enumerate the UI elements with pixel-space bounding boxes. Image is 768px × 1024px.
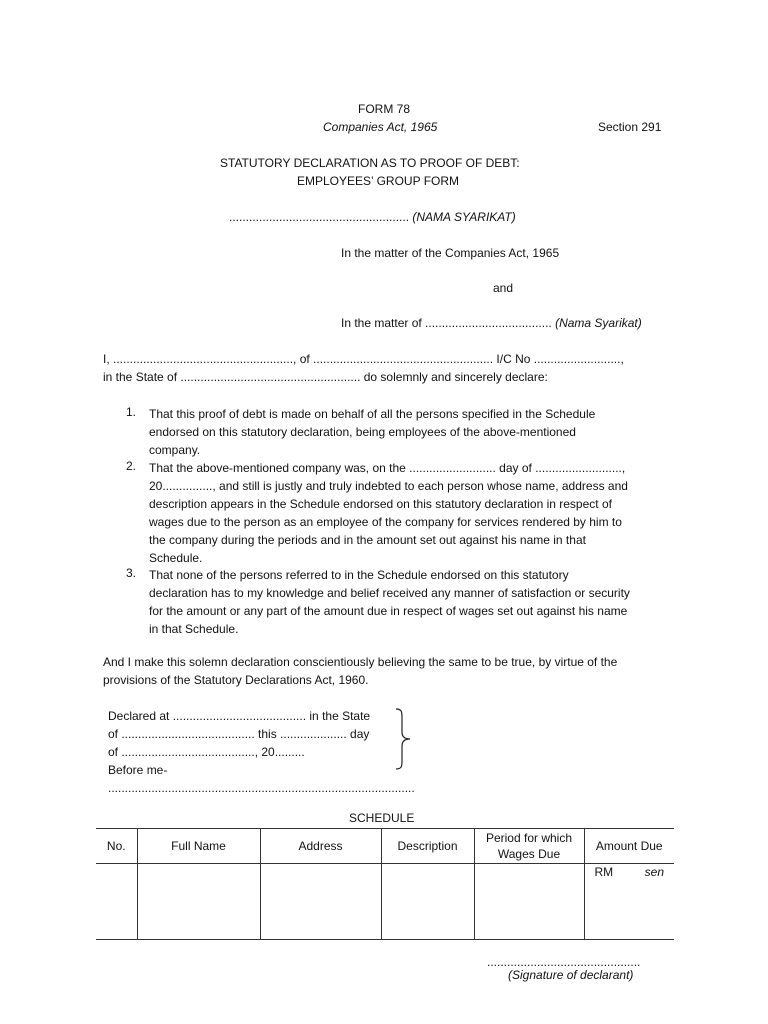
- item-3-line: That none of the persons referred to in the Schedule endorsed on this statutory: [149, 568, 569, 582]
- item-1-line: That this proof of debt is made on behalf of all the persons specified in the Schedule: [149, 407, 596, 421]
- declared-year-line: of ........................................, 20.........: [108, 745, 305, 759]
- curly-brace-icon: [394, 708, 414, 770]
- matter-companies-act: In the matter of the Companies Act, 1965: [341, 246, 560, 260]
- item-2-line: wages due to the person as an employee of the company for services rendered by him to: [149, 515, 622, 529]
- closing-line-2: provisions of the Statutory Declarations Act, 1960.: [103, 673, 369, 687]
- cell-amount-due: [584, 864, 674, 940]
- company-name-blank: ......................................................: [229, 210, 410, 224]
- matter-company-line: [341, 316, 642, 330]
- item-2-line: 20..............., and still is justly and truly indebted to each person whose name, address and: [149, 479, 628, 493]
- form-title-line-2: EMPLOYEES’ GROUP FORM: [297, 174, 460, 188]
- schedule-table: [96, 828, 674, 940]
- cell-full-name: [137, 864, 260, 940]
- item-3-text: [149, 566, 669, 638]
- amount-sen-label: sen: [644, 865, 664, 879]
- declarant-line-1: I, ......................................................, of ...................................................... I/C No ..........................,: [103, 352, 624, 366]
- item-3-line: in that Schedule.: [149, 622, 239, 636]
- column-header-description: Description: [381, 829, 474, 864]
- signature-line: ..............................................: [487, 955, 641, 969]
- declared-day-line: of ........................................ this .................... day: [108, 727, 370, 741]
- matter-company-label: (Nama Syarikat): [555, 316, 642, 330]
- amount-subheader: [585, 864, 675, 879]
- cell-no: [96, 864, 137, 940]
- item-1-line: company.: [149, 443, 201, 457]
- form-number: FORM 78: [358, 102, 411, 116]
- item-2-line: That the above-mentioned company was, on the .......................... day of ..........................,: [149, 461, 626, 475]
- matter-company-prefix: In the matter of ......................................: [341, 316, 552, 330]
- cell-description: [381, 864, 474, 940]
- form-title-line-1: STATUTORY DECLARATION AS TO PROOF OF DEBT:: [220, 156, 520, 170]
- column-header-address: Address: [260, 829, 381, 864]
- declarant-line-2: in the State of ...................................................... do solemnly and sincerely declare:: [103, 370, 548, 384]
- item-2-number: 2.: [126, 459, 137, 473]
- schedule-title: SCHEDULE: [349, 811, 415, 825]
- cell-address: [260, 864, 381, 940]
- item-3-number: 3.: [126, 566, 137, 580]
- closing-line-1: And I make this solemn declaration conscientiously believing the same to be true, by virtue of the: [103, 655, 618, 669]
- before-me-label: Before me-: [108, 763, 168, 777]
- schedule-header-row: [96, 829, 674, 864]
- item-2-line: description appears in the Schedule endorsed on this statutory declaration in respect of: [149, 497, 612, 511]
- column-header-no: No.: [96, 829, 137, 864]
- cell-period: [474, 864, 584, 940]
- amount-rm-label: RM: [594, 865, 614, 879]
- table-row: [96, 864, 674, 940]
- item-1-text: [149, 405, 669, 459]
- item-2-line: the company during the periods and in the amount set out against his name in that: [149, 533, 586, 547]
- column-header-amount-due: Amount Due: [584, 829, 674, 864]
- item-1-number: 1.: [126, 405, 137, 419]
- column-header-full-name: Full Name: [137, 829, 260, 864]
- company-name-line: [229, 210, 516, 224]
- signature-label: (Signature of declarant): [508, 968, 634, 982]
- item-2-line: Schedule.: [149, 551, 203, 565]
- section-number: Section 291: [598, 120, 662, 134]
- witness-signature-line: ............................................................................................: [108, 781, 415, 795]
- matter-and: and: [493, 281, 514, 295]
- item-3-line: for the amount or any part of the amount due in respect of wages set out against his name: [149, 604, 628, 618]
- company-name-label: (NAMA SYARIKAT): [412, 210, 516, 224]
- item-3-line: declaration has to my knowledge and belief received any manner of satisfaction or security: [149, 586, 630, 600]
- act-title: Companies Act, 1965: [323, 120, 438, 134]
- item-2-text: [149, 459, 669, 567]
- item-1-line: endorsed on this statutory declaration, being employees of the above-mentioned: [149, 425, 576, 439]
- declared-at-line: Declared at ........................................ in the State: [108, 709, 371, 723]
- column-header-period: Period for which Wages Due: [474, 829, 584, 864]
